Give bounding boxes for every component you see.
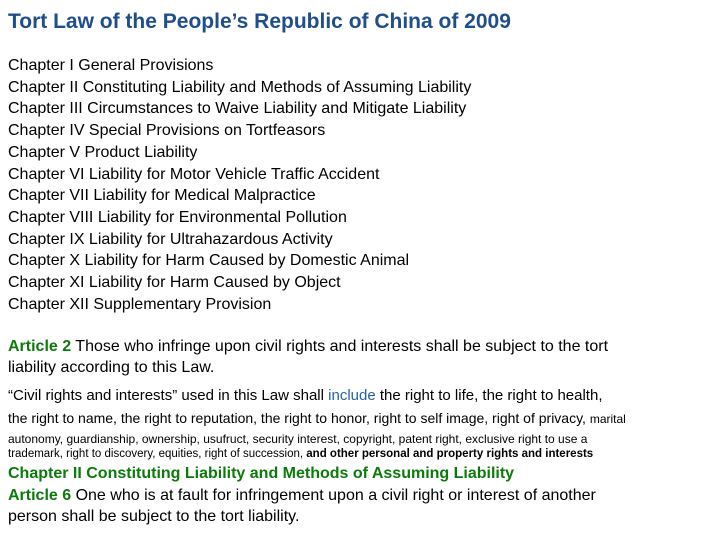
chapter-item: Chapter IX Liability for Ultrahazardous Activity <box>8 230 333 248</box>
chapter-item: Chapter II Constituting Liability and Methods of Assuming Liability <box>8 78 472 96</box>
article-2-paragraph <box>8 336 608 378</box>
definition-text: “Civil rights and interests” used in this Law shall <box>8 387 329 404</box>
definition-text: the right to name, the right to reputation, the right to honor, right to self image, right of privacy, <box>8 410 590 426</box>
article-2-text-line2: liability according to this Law. <box>8 359 215 376</box>
chapter-item: Chapter XII Supplementary Provision <box>8 295 272 313</box>
definition-line-3: autonomy, guardianship, ownership, usufruct, security interest, copyright, patent right, exclusive right to use a <box>8 432 588 446</box>
definition-line-4 <box>8 446 593 463</box>
chapter-item: Chapter V Product Liability <box>8 143 198 161</box>
definition-text-small: marital <box>589 412 626 426</box>
definition-line-2 <box>8 410 626 428</box>
chapter-item: Chapter III Circumstances to Waive Liability and Mitigate Liability <box>8 100 467 118</box>
chapter-item: Chapter VII Liability for Medical Malpractice <box>8 187 316 205</box>
definition-text: the right to life, the right to health, <box>375 387 603 404</box>
article-6-text-line2: person shall be subject to the tort liability. <box>8 508 300 525</box>
chapter-item: Chapter X Liability for Harm Caused by Domestic Animal <box>8 252 410 270</box>
article-2-text-line1: Those who infringe upon civil rights and interests shall be subject to the tort <box>71 338 609 355</box>
page-title: Tort Law of the People’s Republic of China of 2009 <box>8 10 511 33</box>
definition-text-bold: and other personal and property rights and interests <box>306 448 594 460</box>
definition-text: trademark, right to discovery, equities, right of succession, <box>8 448 307 460</box>
chapter-item: Chapter I General Provisions <box>8 57 214 74</box>
article-6-label: Article 6 <box>8 487 72 504</box>
chapter-list <box>8 55 471 315</box>
definition-line-1 <box>8 386 603 406</box>
chapter-item: Chapter XI Liability for Harm Caused by Object <box>8 274 341 292</box>
article-6-text-line1: One who is at fault for infringement upon a civil right or interest of another <box>71 487 596 504</box>
article-6-paragraph <box>8 485 596 527</box>
article-2-label: Article 2 <box>8 338 72 355</box>
chapter-item: Chapter VIII Liability for Environmental Pollution <box>8 208 347 226</box>
definition-highlight: include <box>328 387 376 404</box>
chapter-item: Chapter IV Special Provisions on Tortfeasors <box>8 122 326 140</box>
chapter-2-heading: Chapter II Constituting Liability and Methods of Assuming Liability <box>8 465 515 482</box>
chapter-item: Chapter VI Liability for Motor Vehicle Traffic Accident <box>8 165 380 183</box>
